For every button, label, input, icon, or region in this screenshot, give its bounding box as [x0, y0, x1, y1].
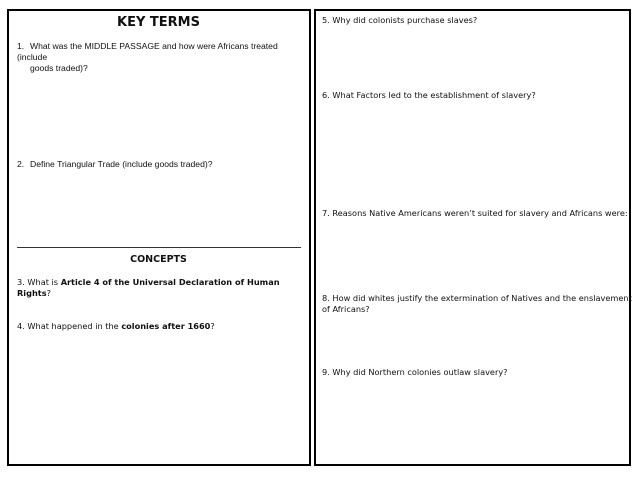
question-4-prefix: 4. What happened in the — [17, 321, 122, 331]
question-3-prefix: 3. What is — [17, 277, 61, 287]
section-divider — [17, 247, 301, 248]
question-8-line2: of Africans? — [322, 304, 370, 314]
question-8 — [322, 293, 630, 315]
question-1-text-line2: goods traded)? — [30, 63, 88, 73]
question-3 — [17, 277, 307, 299]
question-7: 7. Reasons Native Americans weren’t suited for slavery and Africans were: — [322, 208, 628, 218]
key-terms-heading: KEY TERMS — [117, 15, 200, 30]
question-8-line1: 8. How did whites justify the extermination of Natives and the enslavement — [322, 293, 632, 303]
question-9: 9. Why did Northern colonies outlaw slavery? — [322, 367, 508, 377]
question-3-suffix: ? — [46, 288, 51, 298]
right-panel — [314, 9, 631, 466]
question-5: 5. Why did colonists purchase slaves? — [322, 15, 478, 25]
question-3-bold-line2: Rights — [17, 288, 47, 298]
left-panel — [7, 9, 311, 466]
concepts-heading: CONCEPTS — [130, 254, 187, 265]
question-4-bold: colonies after 1660 — [121, 321, 211, 331]
question-6: 6. What Factors led to the establishment of slavery? — [322, 90, 536, 100]
question-4 — [17, 321, 307, 332]
question-2-text: Define Triangular Trade (include goods traded)? — [30, 159, 213, 169]
question-2 — [17, 159, 307, 170]
question-1-text-line1: What was the MIDDLE PASSAGE and how were Africans treated (include — [17, 41, 278, 62]
question-2-number: 2. — [17, 159, 25, 169]
question-4-suffix: ? — [210, 321, 215, 331]
question-1-number: 1. — [17, 41, 25, 51]
question-1 — [17, 41, 307, 74]
question-3-bold: Article 4 of the Universal Declaration of Human — [60, 277, 280, 287]
